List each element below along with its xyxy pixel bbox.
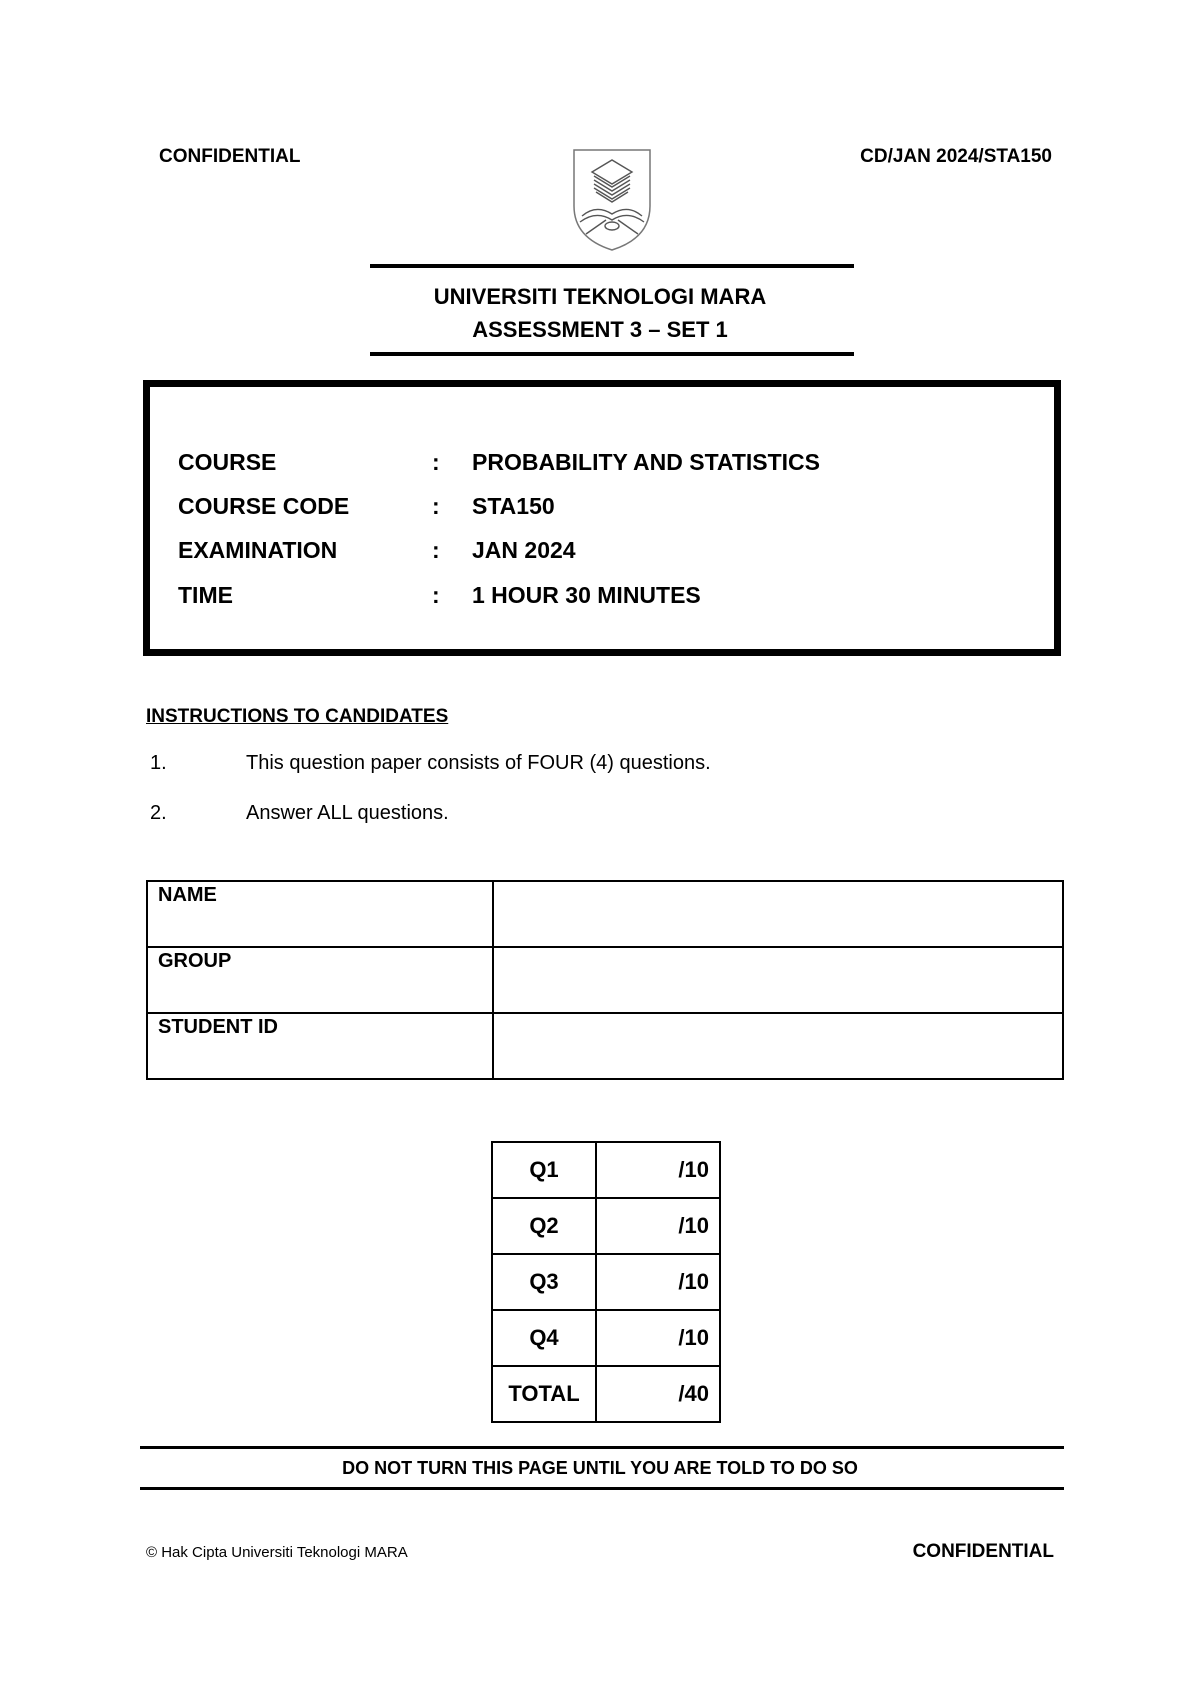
info-value: PROBABILITY AND STATISTICS	[472, 449, 820, 475]
total-label: TOTAL	[492, 1366, 596, 1422]
name-field[interactable]	[493, 881, 1063, 947]
table-row	[492, 1254, 720, 1310]
student-id-field[interactable]	[493, 1013, 1063, 1079]
info-value: STA150	[472, 493, 555, 519]
footer-confidential: CONFIDENTIAL	[912, 1541, 1054, 1562]
university-name: UNIVERSITI TEKNOLOGI MARA	[433, 284, 767, 309]
do-not-turn-warning: DO NOT TURN THIS PAGE UNTIL YOU ARE TOLD TO DO SO	[342, 1458, 858, 1478]
info-separator: :	[432, 537, 440, 563]
total-mark: /40	[596, 1366, 720, 1422]
info-separator: :	[432, 582, 440, 608]
info-value: 1 HOUR 30 MINUTES	[472, 582, 701, 608]
marks-table	[491, 1141, 721, 1423]
table-row	[492, 1142, 720, 1198]
warning-bottom-rule	[140, 1487, 1064, 1490]
group-field[interactable]	[493, 947, 1063, 1013]
header-confidential: CONFIDENTIAL	[159, 146, 301, 167]
info-label: COURSE CODE	[178, 493, 350, 519]
instruction-number: 1.	[150, 752, 167, 774]
student-id-label: STUDENT ID	[147, 1013, 493, 1079]
question-label: Q3	[492, 1254, 596, 1310]
course-info-box	[143, 380, 1061, 656]
instructions-title: INSTRUCTIONS TO CANDIDATES	[146, 706, 449, 727]
table-row	[492, 1366, 720, 1422]
instruction-text: Answer ALL questions.	[246, 802, 449, 824]
table-row	[147, 947, 1063, 1013]
question-mark: /10	[596, 1198, 720, 1254]
title-bottom-rule	[370, 352, 854, 356]
question-mark: /10	[596, 1254, 720, 1310]
uitm-crest-icon	[566, 146, 658, 252]
info-separator: :	[432, 493, 440, 519]
copyright-text: © Hak Cipta Universiti Teknologi MARA	[146, 1544, 408, 1561]
info-separator: :	[432, 449, 440, 475]
question-label: Q2	[492, 1198, 596, 1254]
instruction-number: 2.	[150, 802, 167, 824]
info-value: JAN 2024	[472, 537, 576, 563]
question-mark: /10	[596, 1310, 720, 1366]
assessment-title: ASSESSMENT 3 – SET 1	[472, 317, 728, 342]
name-label: NAME	[147, 881, 493, 947]
table-row	[492, 1198, 720, 1254]
instruction-text: This question paper consists of FOUR (4) questions.	[246, 752, 711, 774]
title-top-rule	[370, 264, 854, 268]
question-mark: /10	[596, 1142, 720, 1198]
instruction-item	[150, 752, 1050, 778]
info-label: EXAMINATION	[178, 537, 338, 563]
table-row	[147, 1013, 1063, 1079]
header-document-code: CD/JAN 2024/STA150	[860, 146, 1052, 167]
table-row	[492, 1310, 720, 1366]
instruction-item	[150, 802, 1050, 828]
student-details-table	[146, 880, 1064, 1080]
info-label: TIME	[178, 582, 233, 608]
group-label: GROUP	[147, 947, 493, 1013]
question-label: Q4	[492, 1310, 596, 1366]
info-label: COURSE	[178, 449, 277, 475]
table-row	[147, 881, 1063, 947]
warning-top-rule	[140, 1446, 1064, 1449]
question-label: Q1	[492, 1142, 596, 1198]
